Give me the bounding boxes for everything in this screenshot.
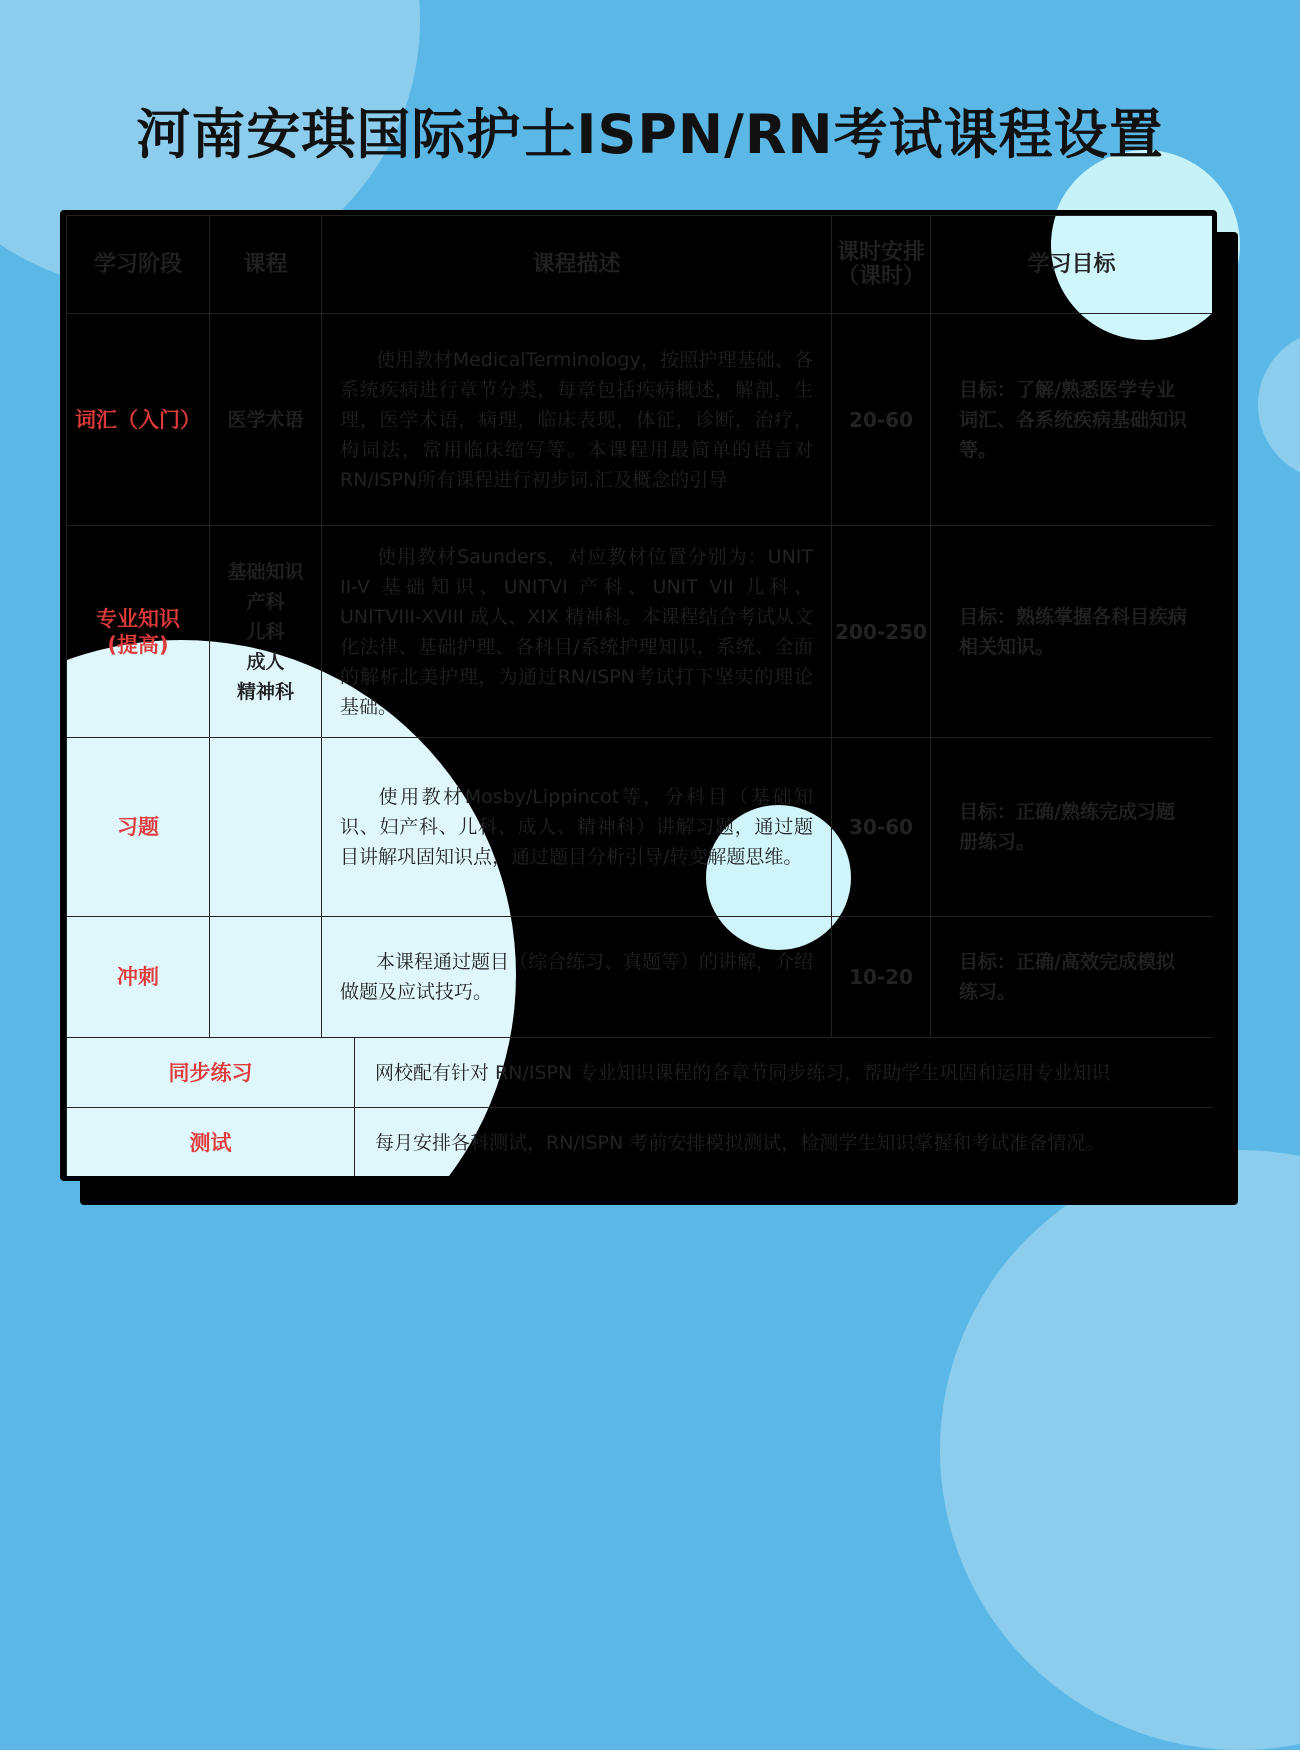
- stage-cell: [67, 526, 210, 738]
- table-header-row: [67, 216, 1213, 314]
- description-text: 本课程通过题目（综合练习、真题等）的讲解，介绍做题及应试技巧。: [340, 951, 814, 1003]
- header-hours-line2: （课时）: [837, 263, 926, 289]
- stage-line: (提高): [107, 632, 169, 657]
- header-hours-line1: 课时安排: [837, 239, 926, 265]
- goal-cell: 目标：正确/熟练完成习题册练习。: [931, 738, 1212, 917]
- hours-cell: 20-60: [832, 314, 931, 526]
- description-cell: [322, 314, 832, 526]
- page-title: 河南安琪国际护士ISPN/RN考试课程设置: [136, 103, 1164, 166]
- hours-cell: 200-250: [832, 526, 931, 738]
- course-line: 儿科: [246, 620, 285, 643]
- course-cell: [210, 917, 322, 1038]
- header-stage: 学习阶段: [67, 216, 210, 314]
- table-area: [66, 215, 1212, 1176]
- description-cell: [322, 738, 832, 917]
- stage-cell: 冲刺: [67, 917, 210, 1038]
- course-cell: [210, 738, 322, 917]
- course-cell: [210, 526, 322, 738]
- table-row: [67, 526, 1213, 738]
- course-line: 成人: [246, 650, 285, 673]
- description-text: 使用教材Saunders，对应教材位置分别为：UNIT II-V 基础知识、UNITVI 产科、UNIT VII 儿科、UNITVIII-XVIII 成人、XIX 精神科。本课程结合考试从文化法律、基础护理、各科目/系统护理知识，系统、全面的解析北美护理，为通过RN/ISPN考试打下坚实的理论基础。: [340, 545, 814, 718]
- table-row: [67, 314, 1213, 526]
- goal-cell: 目标：了解/熟悉医学专业词汇、各系统疾病基础知识等。: [931, 314, 1212, 526]
- goal-cell: 目标：熟练掌握各科目疾病相关知识。: [931, 526, 1212, 738]
- stage-cell: 习题: [67, 738, 210, 917]
- table-row: [67, 917, 1213, 1038]
- hours-cell: 30-60: [832, 738, 931, 917]
- hours-cell: 10-20: [832, 917, 931, 1038]
- goal-cell: 目标：正确/高效完成模拟练习。: [931, 917, 1212, 1038]
- description-text: 使用教材MedicalTerminology，按照护理基础、各系统疾病进行章节分类，每章包括疾病概述，解剖，生理，医学术语，病理，临床表现，体征，诊断，治疗，构词法，常用临床缩写等。本课程用最简单的语言对RN/ISPN所有课程进行初步词.汇及概念的引导: [340, 348, 814, 491]
- stage-cell: 同步练习: [67, 1038, 355, 1108]
- course-line: 精神科: [236, 680, 294, 703]
- course-table: [66, 215, 1212, 1176]
- stage-cell: 词汇（入门）: [67, 314, 210, 526]
- course-line: 基础知识: [227, 560, 304, 583]
- description-cell: 网校配有针对 RN/ISPN 专业知识课程的各章节同步练习，帮助学生巩固和运用专业知识: [355, 1038, 1213, 1108]
- description-text: 使用教材Mosby/Lippincot等，分科目（基础知识、妇产科、儿科、成人、精神科）讲解习题，通过题目讲解巩固知识点，通过题目分析引导/转变解题思维。: [340, 786, 814, 868]
- description-cell: [322, 917, 832, 1038]
- header-goal: 学习目标: [931, 216, 1212, 314]
- decor-circle: [1258, 330, 1300, 480]
- table-row: [67, 1038, 1213, 1108]
- header-course: 课程: [210, 216, 322, 314]
- stage-line: 专业知识: [96, 606, 180, 631]
- header-hours: [832, 216, 931, 314]
- description-cell: [322, 526, 832, 738]
- course-cell: 医学术语: [210, 314, 322, 526]
- stage-cell: 测试: [67, 1108, 355, 1177]
- table-row: [67, 738, 1213, 917]
- header-description: 课程描述: [322, 216, 832, 314]
- course-line: 产科: [246, 590, 285, 613]
- description-cell: 每月安排各科测试，RN/ISPN 考前安排模拟测试，检测学生知识掌握和考试准备情况。: [355, 1108, 1213, 1177]
- table-row: [67, 1108, 1213, 1177]
- decor-circle: [940, 1150, 1300, 1750]
